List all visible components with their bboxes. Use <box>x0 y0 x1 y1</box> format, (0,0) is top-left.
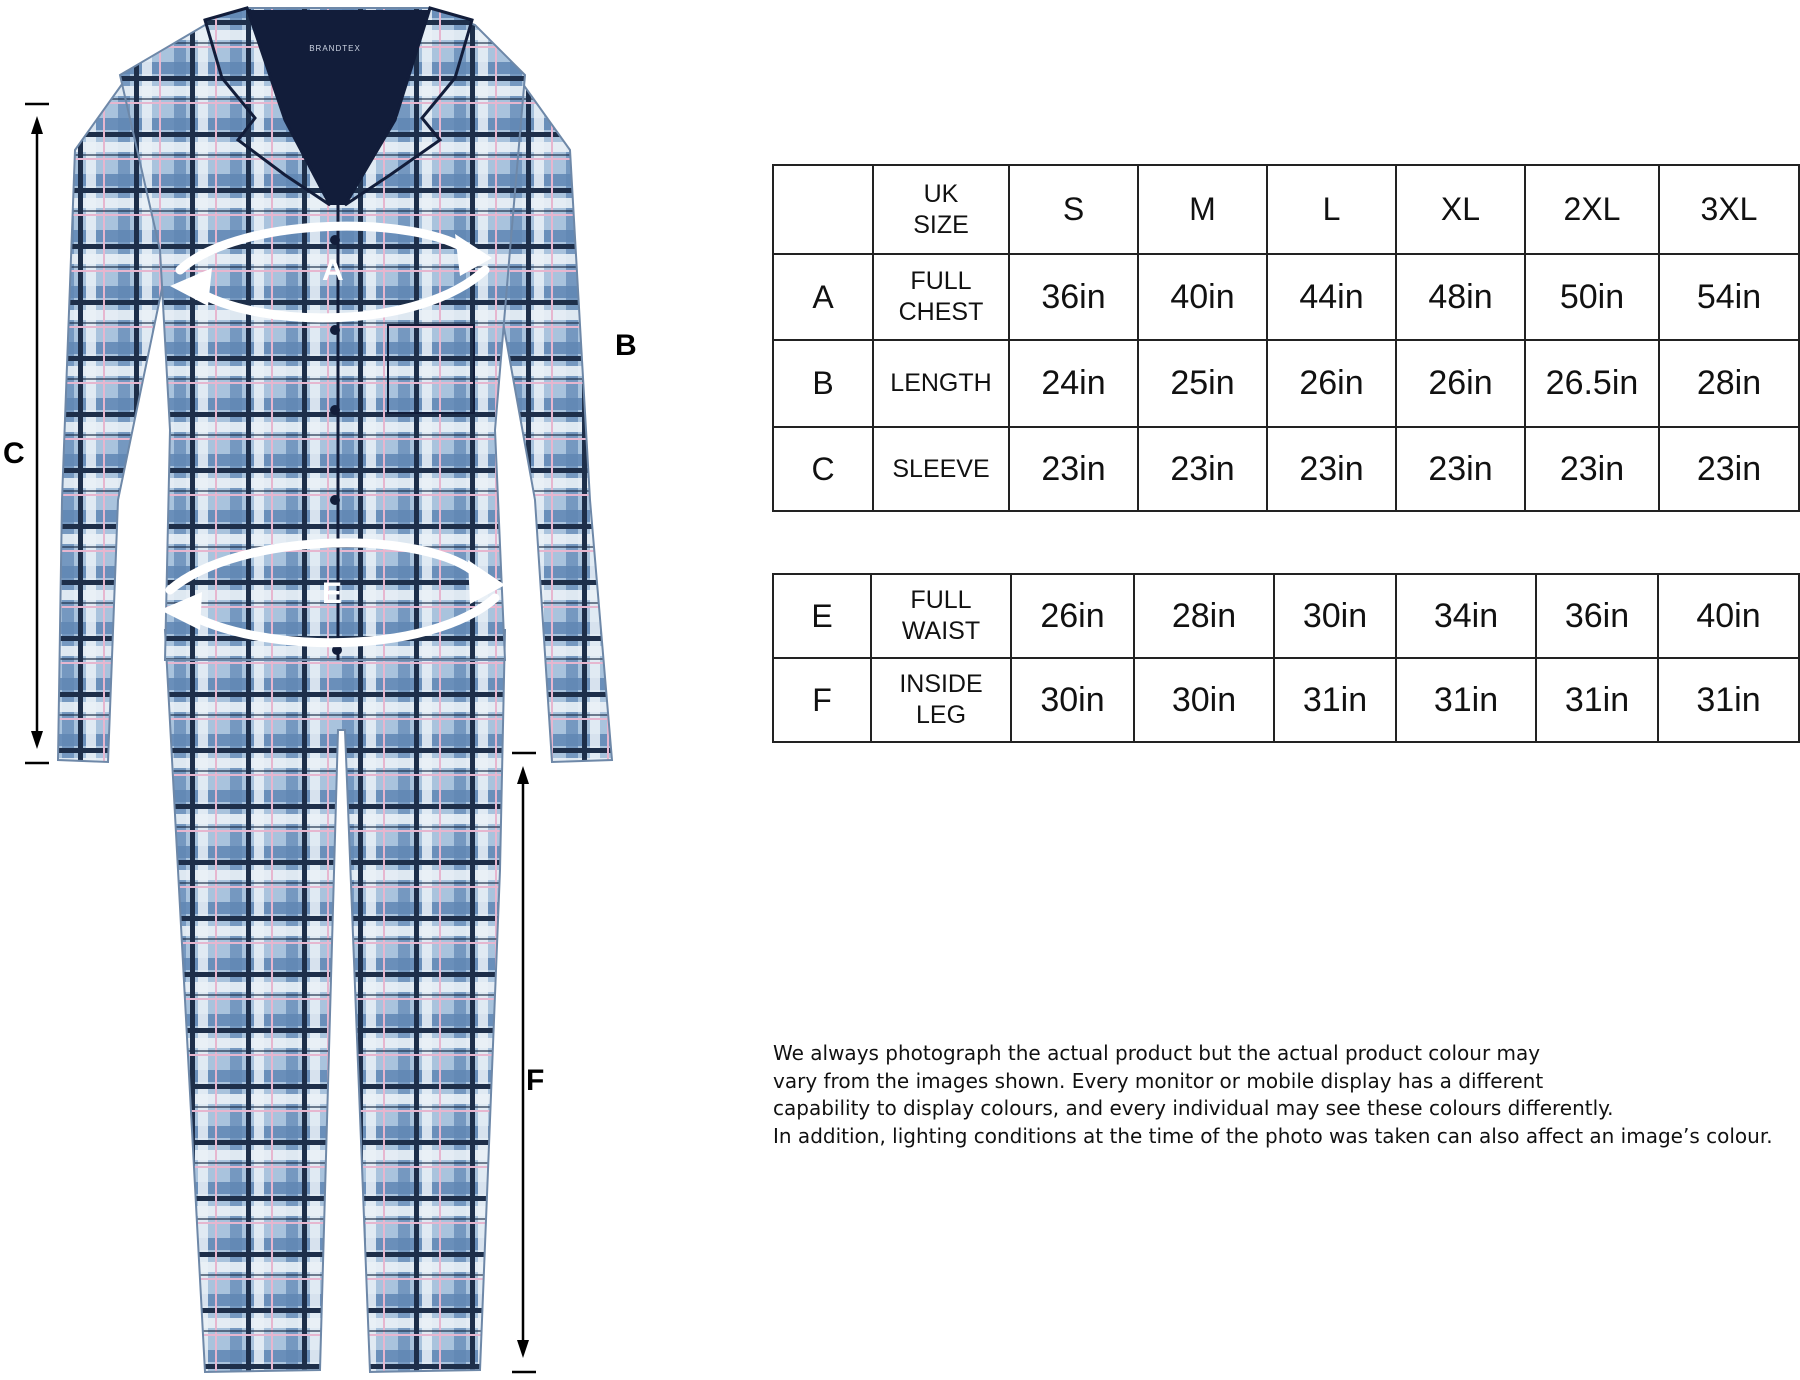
label-c: C <box>3 437 25 470</box>
size-chart-top <box>772 164 1800 512</box>
measure-cell: 31in <box>1658 658 1799 742</box>
measure-cell: 25in <box>1138 340 1267 427</box>
measure-cell: 50in <box>1525 254 1659 340</box>
row-label <box>873 427 1009 511</box>
label-a: A <box>322 254 344 287</box>
measure-cell: 26in <box>1011 574 1134 658</box>
measure-cell: 30in <box>1274 574 1396 658</box>
empty-header-cell <box>773 165 873 254</box>
measure-cell: 40in <box>1138 254 1267 340</box>
size-header: M <box>1138 165 1267 254</box>
colour-disclaimer <box>773 1040 1773 1150</box>
size-chart-bottom <box>772 573 1800 743</box>
row-label-line1: SLEEVE <box>892 454 990 483</box>
measure-cell: 23in <box>1138 427 1267 511</box>
measure-cell: 23in <box>1525 427 1659 511</box>
size-header-row <box>773 165 1799 254</box>
measure-cell: 26.5in <box>1525 340 1659 427</box>
measure-cell: 26in <box>1396 340 1525 427</box>
table-row <box>773 254 1799 340</box>
size-header: 3XL <box>1659 165 1799 254</box>
table-row <box>773 574 1799 658</box>
measure-cell: 24in <box>1009 340 1138 427</box>
measure-cell: 23in <box>1267 427 1396 511</box>
measure-cell: 34in <box>1396 574 1536 658</box>
row-label <box>873 340 1009 427</box>
trousers <box>165 630 505 1372</box>
row-label-line1: INSIDE <box>899 670 983 698</box>
measure-cell: 48in <box>1396 254 1525 340</box>
measure-cell: 31in <box>1536 658 1658 742</box>
row-label-line2: LEG <box>915 701 967 729</box>
row-code: E <box>773 574 871 658</box>
size-header: S <box>1009 165 1138 254</box>
table-row <box>773 340 1799 427</box>
measure-cell: 28in <box>1659 340 1799 427</box>
measure-cell: 23in <box>1009 427 1138 511</box>
measure-cell: 23in <box>1659 427 1799 511</box>
table-row <box>773 658 1799 742</box>
row-code: A <box>773 254 873 340</box>
row-code: F <box>773 658 871 742</box>
row-label <box>873 254 1009 340</box>
disclaimer-line: We always photograph the actual product but the actual product colour may <box>773 1041 1541 1065</box>
row-label-line2: WAIST <box>901 617 981 645</box>
pyjama-illustration <box>0 0 620 1380</box>
disclaimer-line: vary from the images shown. Every monitor or mobile display has a different <box>773 1068 1544 1093</box>
row-label-line2: CHEST <box>898 298 984 326</box>
table-row <box>773 427 1799 511</box>
measure-cell: 40in <box>1658 574 1799 658</box>
row-label-line1: FULL <box>910 267 972 295</box>
measure-cell: 30in <box>1011 658 1134 742</box>
row-label-line1: LENGTH <box>890 369 992 397</box>
measure-cell: 28in <box>1134 574 1274 658</box>
label-f: F <box>526 1064 545 1097</box>
uk-size-line1: UK <box>923 179 959 208</box>
measure-cell: 36in <box>1009 254 1138 340</box>
row-code: C <box>773 427 873 511</box>
measure-cell: 26in <box>1267 340 1396 427</box>
measure-cell: 31in <box>1274 658 1396 742</box>
inside-leg-dimension-line <box>512 753 536 1372</box>
sleeve-dimension-line <box>25 104 49 763</box>
label-b: B <box>615 329 637 362</box>
row-code: B <box>773 340 873 427</box>
disclaimer-line: In addition, lighting conditions at the time of the photo was taken can also affect an image’s colour. <box>773 1123 1773 1148</box>
uk-size-header <box>873 165 1009 254</box>
measure-cell: 44in <box>1267 254 1396 340</box>
measure-cell: 23in <box>1396 427 1525 511</box>
measure-cell: 54in <box>1659 254 1799 340</box>
row-label <box>871 658 1011 742</box>
label-e: E <box>322 577 343 610</box>
uk-size-line2: SIZE <box>913 210 969 239</box>
size-header: 2XL <box>1525 165 1659 254</box>
measure-cell: 31in <box>1396 658 1536 742</box>
measure-cell: 30in <box>1134 658 1274 742</box>
size-header: XL <box>1396 165 1525 254</box>
measure-cell: 36in <box>1536 574 1658 658</box>
row-label-line1: FULL <box>910 586 972 614</box>
size-header: L <box>1267 165 1396 254</box>
disclaimer-line: capability to display colours, and every individual may see these colours differently. <box>773 1096 1614 1120</box>
row-label <box>871 574 1011 658</box>
brand-tag: BRANDTEX <box>309 44 361 53</box>
